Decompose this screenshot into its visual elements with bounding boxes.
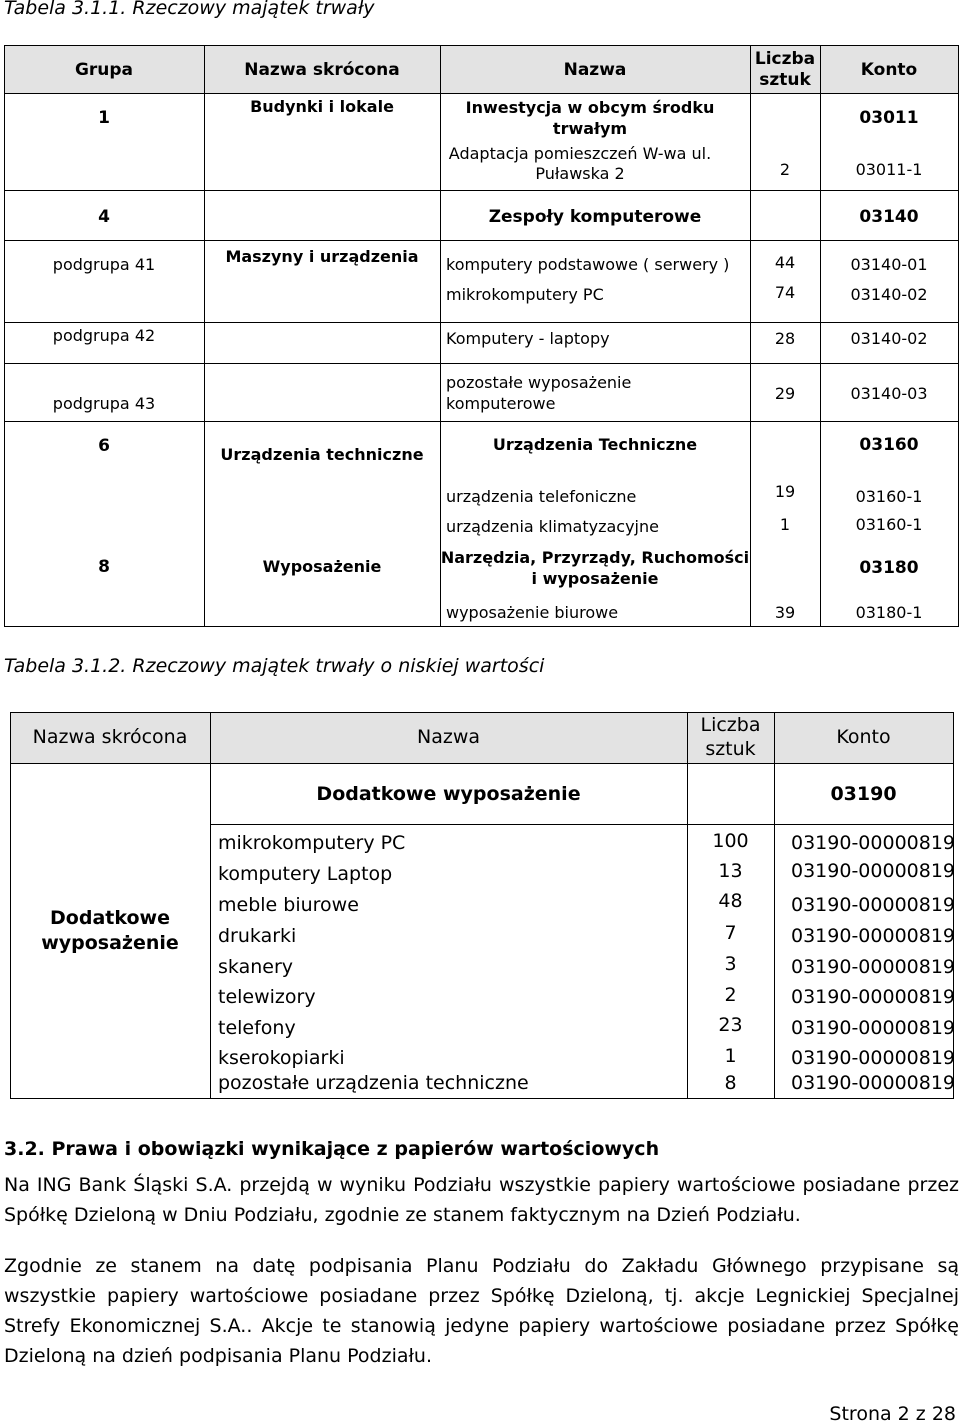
table2-line <box>210 712 211 1099</box>
table1-line <box>4 93 959 94</box>
konto-cell: 03180-1 <box>855 603 923 622</box>
skrocona-cell: Dodatkowe wyposażenie <box>41 907 179 954</box>
section-paragraph-2: Zgodnie ze stanem na datę podpisania Planu Podziału do Zakładu Głównego przypisane są wszystkie papiery wartościowe posiadane przez Spółkę Dzieloną, tj. akcje Legnickiej Specjalnej Strefy Ekonomicznej S.A.. Akcje te stanowią jedyne papiery wartościowe posiadane przez Spółkę Dzieloną na dzień podpisania Planu Podziału. <box>4 1255 959 1367</box>
grupa-cell: 6 <box>98 436 110 456</box>
skrocona-cell: Maszyny i urządzenia <box>225 247 419 266</box>
nazwa-cell: urządzenia telefoniczne <box>446 487 637 506</box>
nazwa-cell: Adaptacja pomieszczeń W-wa ul. Puławska 2 <box>448 144 712 183</box>
header-sztuk: sztuk <box>759 70 811 90</box>
group-title: Dodatkowe wyposażenie <box>316 783 581 805</box>
item-nazwa: mikrokomputery PC <box>218 832 406 854</box>
table1-line <box>958 45 959 627</box>
item-liczba: 8 <box>724 1072 737 1094</box>
item-liczba: 1 <box>724 1045 737 1067</box>
item-nazwa: meble biurowe <box>218 894 359 916</box>
grupa-cell: 8 <box>98 557 110 577</box>
liczba-cell: 1 <box>779 515 791 534</box>
table1-line <box>4 363 959 364</box>
nazwa-cell: pozostałe wyposażenie komputerowe <box>446 373 632 413</box>
header-nazwa: Nazwa <box>563 60 627 80</box>
table2-line <box>10 763 954 764</box>
konto-cell: 03160 <box>859 435 919 455</box>
header-grupa: Grupa <box>74 60 134 80</box>
konto-cell: 03140-03 <box>850 384 928 403</box>
item-nazwa: pozostałe urządzenia techniczne <box>218 1072 529 1094</box>
item-nazwa: kserokopiarki <box>218 1047 345 1069</box>
konto-cell: 03160-1 <box>855 515 923 534</box>
header-liczba: Liczba <box>754 49 816 69</box>
grupa-cell: podgrupa 41 <box>52 255 156 274</box>
skrocona-cell: Urządzenia techniczne <box>220 445 424 464</box>
liczba-cell: 74 <box>774 283 796 302</box>
konto-cell: 03011 <box>859 108 919 128</box>
nazwa-cell: Narzędzia, Przyrządy, Ruchomości i wyposażenie <box>440 548 750 588</box>
group-konto: 03190 <box>830 783 897 805</box>
konto-cell: 03140-02 <box>850 285 928 304</box>
item-konto: 03190-00000819 <box>791 860 956 882</box>
liczba-cell: 44 <box>774 253 796 272</box>
item-konto: 03190-00000819 <box>791 1072 956 1094</box>
table1-caption: Tabela 3.1.1. Rzeczowy majątek trwały <box>4 0 375 19</box>
table2-line <box>774 712 775 1099</box>
table1-line <box>4 421 959 422</box>
header-liczba: Liczba <box>700 714 761 736</box>
nazwa-cell: Urządzenia Techniczne <box>492 435 698 454</box>
skrocona-cell: Budynki i lokale <box>250 97 394 116</box>
header-nazwa-skrocona: Nazwa skrócona <box>32 726 188 748</box>
item-nazwa: telefony <box>218 1017 296 1039</box>
table1-line <box>4 626 959 627</box>
table2-line <box>10 1098 954 1099</box>
konto-cell: 03140-01 <box>850 255 928 274</box>
item-liczba: 23 <box>718 1014 743 1036</box>
nazwa-cell: Komputery - laptopy <box>446 329 610 348</box>
header-sztuk: sztuk <box>705 738 756 760</box>
grupa-cell: 1 <box>98 108 110 128</box>
item-konto: 03190-00000819 <box>791 832 956 854</box>
table2-caption: Tabela 3.1.2. Rzeczowy majątek trwały o niskiej wartości <box>4 655 545 677</box>
item-konto: 03190-00000819 <box>791 1047 956 1069</box>
konto-cell: 03140 <box>859 207 919 227</box>
item-konto: 03190-00000819 <box>791 925 956 947</box>
liczba-cell: 28 <box>774 329 796 348</box>
grupa-cell: podgrupa 43 <box>52 394 156 413</box>
konto-cell: 03140-02 <box>850 329 928 348</box>
item-nazwa: skanery <box>218 956 293 978</box>
header-konto: Konto <box>860 60 918 80</box>
item-liczba: 13 <box>718 860 743 882</box>
item-liczba: 3 <box>724 953 737 975</box>
grupa-cell: 4 <box>98 207 110 227</box>
table1-line <box>4 190 959 191</box>
liczba-cell: 19 <box>774 482 796 501</box>
konto-cell: 03180 <box>859 558 919 578</box>
item-konto: 03190-00000819 <box>791 956 956 978</box>
header-nazwa-skrocona: Nazwa skrócona <box>244 60 400 80</box>
nazwa-cell: wyposażenie biurowe <box>446 603 619 622</box>
item-konto: 03190-00000819 <box>791 1017 956 1039</box>
nazwa-cell: Zespoły komputerowe <box>488 207 702 227</box>
liczba-cell: 2 <box>779 160 791 179</box>
nazwa-cell: komputery podstawowe ( serwery ) <box>446 255 730 274</box>
grupa-cell: podgrupa 42 <box>52 326 156 345</box>
table2-line <box>210 824 954 825</box>
liczba-cell: 29 <box>774 384 796 403</box>
item-konto: 03190-00000819 <box>791 894 956 916</box>
item-nazwa: drukarki <box>218 925 297 947</box>
konto-cell: 03011-1 <box>855 160 923 179</box>
liczba-cell: 39 <box>774 603 796 622</box>
header-nazwa: Nazwa <box>416 726 480 748</box>
nazwa-cell: Inwestycja w obcym środku trwałym <box>465 98 715 138</box>
item-liczba: 100 <box>712 830 749 852</box>
table1-line <box>4 240 959 241</box>
table2-line <box>10 712 954 713</box>
item-liczba: 2 <box>724 984 737 1006</box>
table1-line <box>440 45 441 627</box>
item-konto: 03190-00000819 <box>791 986 956 1008</box>
section-paragraph-1: Na ING Bank Śląski S.A. przejdą w wyniku Podziału wszystkie papiery wartościowe posiadane przez Spółkę Dzieloną w Dniu Podziału, zgodnie ze stanem faktycznym na Dzień Podziału. <box>4 1174 959 1226</box>
section-heading: 3.2. Prawa i obowiązki wynikające z papierów wartościowych <box>4 1138 660 1160</box>
item-nazwa: telewizory <box>218 986 316 1008</box>
item-liczba: 7 <box>724 922 737 944</box>
header-konto: Konto <box>836 726 891 748</box>
table1-line <box>4 45 959 46</box>
konto-cell: 03160-1 <box>855 487 923 506</box>
skrocona-cell: Wyposażenie <box>262 557 382 576</box>
nazwa-cell: urządzenia klimatyzacyjne <box>446 517 659 536</box>
page-number: Strona 2 z 28 <box>829 1403 956 1425</box>
nazwa-cell: mikrokomputery PC <box>446 285 604 304</box>
item-nazwa: komputery Laptop <box>218 863 393 885</box>
table1-line <box>204 45 205 627</box>
item-liczba: 48 <box>718 890 743 912</box>
table1-line <box>4 322 959 323</box>
